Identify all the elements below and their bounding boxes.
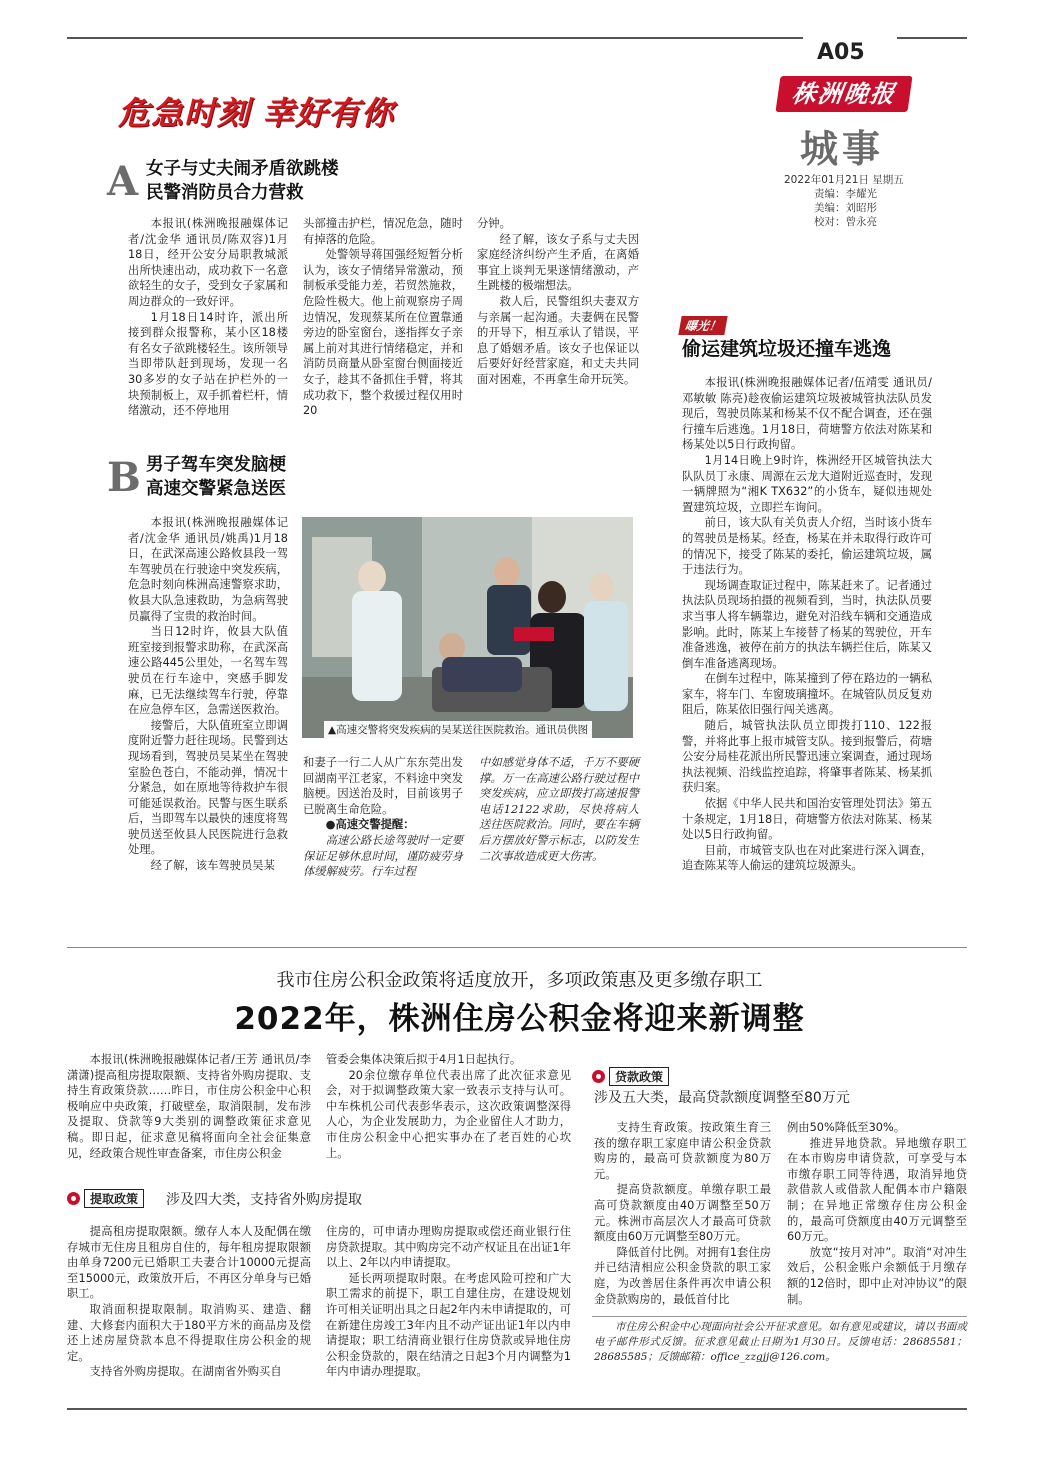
loan-policy-dot: [592, 1070, 605, 1083]
story-b-col3: [479, 755, 639, 864]
paper-logo: [775, 76, 912, 112]
paragraph: 前日，该大队有关负责人介绍，当时该小货车的驾驶员是杨某。经查，杨某在并未取得行政许可的情况下，接受了陈某的委托，偷运建筑垃圾，属于违法行为。: [682, 516, 932, 577]
sidebar-body: [682, 375, 932, 874]
paragraph: 在倒车过程中，陈某撞到了停在路边的一辆私家车，将车门、车窗玻璃撞坏。在城管队员反复劝阻后，陈某依旧强行闯关逃离。: [682, 672, 932, 717]
proofreader-credit: 校对：曾永亮: [814, 216, 877, 228]
paragraph: 本报讯(株洲晚报融媒体记者/伍靖雯 通讯员/邓敏敏 陈亮)趁夜偷运建筑垃圾被城管执法队员发现后，驾驶员陈某和杨某不仅不配合调查，还在强行撞车后逃逸。1月18日，荷塘警方依法对陈某和杨某处以5日行政拘留。: [682, 376, 932, 452]
paragraph: 目前，市城管支队也在对此案进行深入调查，追查陈某等人偷运的建筑垃圾源头。: [682, 843, 932, 873]
withdraw-policy-dot: [67, 1192, 80, 1205]
paragraph: 支持省外购房提取。在湖南省外购买自: [89, 1365, 282, 1379]
editor-credit: 责编：李耀光: [814, 188, 877, 200]
loan-col2: [787, 1120, 967, 1307]
story-a-letter: A: [107, 158, 139, 205]
paragraph: 和妻子一行二人从广东东莞出发回湖南平江老家，不料途中突发脑梗。因送治及时，目前该男子已脱离生命危险。: [303, 756, 463, 816]
designer-credit: 美编：刘昭彤: [814, 202, 877, 214]
story-b-col2: [303, 755, 463, 880]
lead-intro-col1: [67, 1052, 311, 1161]
paragraph: 提高贷款额度。单缴存职工最高可贷款额度由40万调整至50万元。株洲市高层次人才最高可贷款额度由60万元调整至80万元。: [594, 1183, 771, 1244]
paragraph: 住房的，可申请办理购房提取或偿还商业银行住房贷款提取。其中购房完不动产权证且在出证1年以上、2年以内申请提取。: [326, 1225, 571, 1270]
paragraph: 现场调查取证过程中，陈某赶来了。记者通过执法队员现场拍摄的视频看到，当时，执法队员要求当事人将车辆靠边，避免对沿线车辆和交通造成影响。此时，陈某上车接替了杨某的驾驶位，开车准备逃逸，被停在前方的执法车辆拦住后，陈某又倒车准备逃离现场。: [682, 578, 932, 670]
withdraw-policy-label: 提取政策: [84, 1189, 144, 1208]
tip-text-b: 中如感觉身体不适，千万不要硬撑。万一在高速公路行驶过程中突发疾病，应立即拨打高速报警电话12122求助，尽快将病人送往医院救治。同时，要在车辆后方摆放好警示标志，以防发生二次事故造成更大伤害。: [479, 756, 639, 863]
paragraph: 分钟。: [477, 217, 511, 230]
story-b-col1: [128, 515, 288, 874]
lead-headline: 2022年，株洲住房公积金将迎来新调整: [234, 1001, 805, 1037]
paragraph: 1月18日14时许，派出所接到群众报警称，某小区18楼有名女子欲跳楼轻生。该所领导当即带队赶到现场，发现一名30多岁的女子站在护栏外的一块预制板上，双手抓着栏杆，情绪激动，还不停地用: [128, 310, 288, 418]
story-a-headline-line2: 民警消防员合力营救: [146, 183, 304, 203]
loan-subhead: 涉及五大类，最高贷款额度调整至80万元: [594, 1090, 850, 1106]
paragraph: 取消面积提取限制。取消购买、建造、翻建、大修套内面积大于180平方米的商品房及偿还上述房屋贷款本息不得提取住房公积金的规定。: [67, 1302, 311, 1363]
withdraw-subhead: 涉及四大类，支持省外购房提取: [166, 1192, 362, 1208]
lead-intro-col2: [326, 1052, 571, 1161]
story-a-headline-line1: 女子与丈夫闹矛盾欲跳楼: [146, 159, 339, 179]
top-rule-right: [897, 37, 967, 39]
paragraph: 提高租房提取限额。缴存人本人及配偶在缴存城市无住房且租房自住的，每年租房提取限额由单身7200元已婚职工夫妻合计10000元提高至15000元，政策放开后，不再区分单身与已婚职工。: [67, 1225, 311, 1301]
page-number: A05: [817, 40, 865, 65]
story-b-headline: [146, 453, 286, 501]
paragraph: 经了解，该女子系与丈夫因家庭经济纠纷产生矛盾，在离婚事宜上谈判无果遂情绪激动，产生跳楼的极端想法。: [477, 232, 639, 293]
notice-rule: [592, 1316, 967, 1317]
lead-kicker: 我市住房公积金政策将适度放开，多项政策惠及更多缴存职工: [276, 970, 763, 991]
paragraph: 例由50%降低至30%。: [787, 1121, 906, 1134]
paragraph: 头部撞击护栏，情况危急，随时有掉落的危险。: [303, 217, 463, 246]
paragraph: 推进异地贷款。异地缴存职工在本市购房申请贷款，可享受与本市缴存职工同等待遇，取消异地贷款借款人或借款人配偶本市户籍限制；在异地正常缴存住房公积金的，最高可贷额度由40万元调整至60万元。: [787, 1136, 967, 1244]
story-b-letter: B: [107, 454, 141, 501]
loan-policy-label: 贷款政策: [609, 1067, 669, 1086]
paragraph: 本报讯(株洲晚报融媒体记者/沈金华 通讯员/姚禹)1月18日，在武深高速公路攸县段一驾车驾驶员在行驶途中突发疾病，危急时刻向株洲高速警察求助，攸县大队急速救助，为急病驾驶员赢得了宝贵的救治时间。: [128, 516, 288, 623]
top-rule: [67, 37, 803, 39]
paragraph: 救人后，民警组织夫妻双方与亲属一起沟通。夫妻俩在民警的开导下，相互承认了错误，平息了婚姻矛盾。该女子也保证以后要好好经营家庭，和丈夫共同面对困难，不再拿生命开玩笑。: [477, 294, 639, 386]
story-a-col2: [303, 216, 463, 419]
withdraw-policy-tag: [67, 1189, 144, 1208]
bottom-rule: [67, 1408, 967, 1410]
tip-text-a: 高速公路长途驾驶时一定要保证足够休息时间，谨防疲劳身体缓解疲劳。行车过程: [303, 833, 463, 879]
withdraw-col1: [67, 1224, 311, 1380]
loan-col1: [594, 1120, 771, 1307]
paragraph: 本报讯(株洲晚报融媒体记者/沈金华 通讯员/陈双容)1月18日，经开公安分局职教城派出所快速出动，成功救下一名意欲轻生的女子，受到女子家属和周边群众的一致好评。: [128, 217, 288, 308]
paragraph: 放宽“按月对冲”。取消“对冲生效后，公积金账户余额低于月缴存额的12倍时，即中止对冲协议”的限制。: [787, 1245, 967, 1306]
paragraph: 当日12时许，攸县大队值班室接到报警求助称，在武深高速公路445公里处，一名驾车驾驶员在行车途中，突感手脚发麻，已无法继续驾车行驶，停靠在应急停车区，急需送医救治。: [128, 625, 288, 717]
paragraph: 处警领导蒋国强经短暂分析认为，该女子情绪异常激动，预制板承受能力差，若贸然施救，危险性极大。他上前观察房子周边情况，发现蔡某所在位置靠通旁边的卧室窗台，遂指挥女子亲属上前对其进行情绪稳定，并和消防员商量从卧室窗台侧面接近女子，趁其不备抓住手臂，将其成功救下，整个救援过程仅用时20: [303, 248, 463, 418]
issue-date: 2022年01月21日 星期五: [784, 174, 904, 186]
section-divider: [67, 947, 967, 948]
feature-title: 危急时刻 幸好有你: [118, 94, 395, 132]
photo-caption: ▲高速交警将突发疾病的吴某送往医院救治。通讯员供图: [324, 721, 592, 738]
loan-policy-tag: [592, 1067, 669, 1086]
story-a-col1: [128, 216, 288, 419]
paragraph: 随后，城管执法队员立即拨打110、122报警，并将此事上报市城管支队。接到报警后，荷塘公安分局桂花派出所民警迅速立案调查，通过现场执法视频、沿线监控追踪，将肇事者陈某、杨某抓获归案。: [682, 719, 932, 795]
hospital-scene-illustration: [302, 517, 633, 738]
news-photo: [302, 517, 633, 738]
section-name: 城事: [800, 126, 885, 171]
paragraph: 延长两项提取时限。在考虑风险可控和广大职工需求的前提下，职工自建住房，在建设规划许可相关证明出具之日起2年内未申请提取的，可在新建住房竣工3年内且不动产证出证1年以内申请提取；职工结清商业银行住房贷款或异地住房公积金贷款的，限在结清之日起3个月内调整为1年内申请办理提取。: [326, 1271, 571, 1379]
sidebar-headline: 偷运建筑垃圾还撞车逃逸: [682, 338, 892, 360]
paragraph: 依据《中华人民共和国治安管理处罚法》第五十条规定，1月18日，荷塘警方依法对陈某、杨某处以5日行政拘留。: [682, 797, 932, 842]
paragraph: 本报讯(株洲晚报融媒体记者/王芳 通讯员/李潇潇)提高租房提取限额、支持省外购房提取、支持生育政策贷款……昨日，市住房公积金中心积极响应中央政策，打破壁垒，取消限制，发布涉及提取、贷款等9大类别的调整政策征求意见稿。即日起，征求意见稿将面向全社会征集意见，经政策合规性审查备案，市住房公积金: [67, 1053, 311, 1160]
story-b-headline-line1: 男子驾车突发脑梗: [146, 455, 286, 475]
story-b-headline-line2: 高速交警紧急送医: [146, 479, 286, 499]
paragraph: 支持生育政策。按政策生育三孩的缴存职工家庭申请公积金贷款购房的，最高可贷款额度为80万元。: [594, 1121, 771, 1181]
withdraw-col2: [326, 1224, 571, 1380]
paragraph: 20余位缴存单位代表出席了此次征求意见会，对于拟调整政策大家一致表示支持与认可。中车株机公司代表彭华表示，这次政策调整深得人心，为企业发展助力，为企业留住人才助力，市住房公积金中心把实事办在了老百姓的心坎上。: [326, 1068, 571, 1160]
paragraph: 经了解，该车驾驶员吴某: [150, 859, 275, 873]
sidebar-tag: [678, 316, 727, 335]
consultation-notice: [594, 1320, 967, 1365]
paper-logo-text: 株洲晚报: [790, 79, 899, 108]
story-a-headline: [146, 157, 339, 205]
tip-label: ●高速交警提醒：: [325, 818, 415, 832]
paragraph: 市住房公积金中心现面向社会公开征求意见。如有意见或建议，请以书面或电子邮件形式反馈。征求意见截止日期为1月30日。反馈电话：28685581；28685585；反馈邮箱：office_zzgjj@126.com。: [594, 1321, 967, 1363]
story-a-col3: [477, 216, 639, 388]
paragraph: 接警后，大队值班室立即调度附近警力赶往现场。民警到达现场看到，驾驶员吴某坐在驾驶室脸色苍白，不能动弹，情况十分紧急，如在原地等待救护车很可能延误救治。民警与医生联系后，当即驾车以最快的速度将驾驶员送至攸县人民医院进行急救处理。: [128, 718, 288, 857]
paragraph: 1月14日晚上9时许，株洲经开区城管执法大队队员丁永康、周源在云龙大道附近巡查时，发现一辆牌照为“湘K TX632”的小货车，疑似违规处置建筑垃圾，立即拦车询问。: [682, 453, 932, 514]
paragraph: 管委会集体决策后拟于4月1日起执行。: [326, 1053, 522, 1066]
sidebar-tag-text: 曝光！: [683, 319, 723, 333]
paragraph: 降低首付比例。对拥有1套住房并已结清相应公积金贷款的职工家庭，为改善居住条件再次申请公积金贷款购房的，最低首付比: [594, 1245, 771, 1306]
